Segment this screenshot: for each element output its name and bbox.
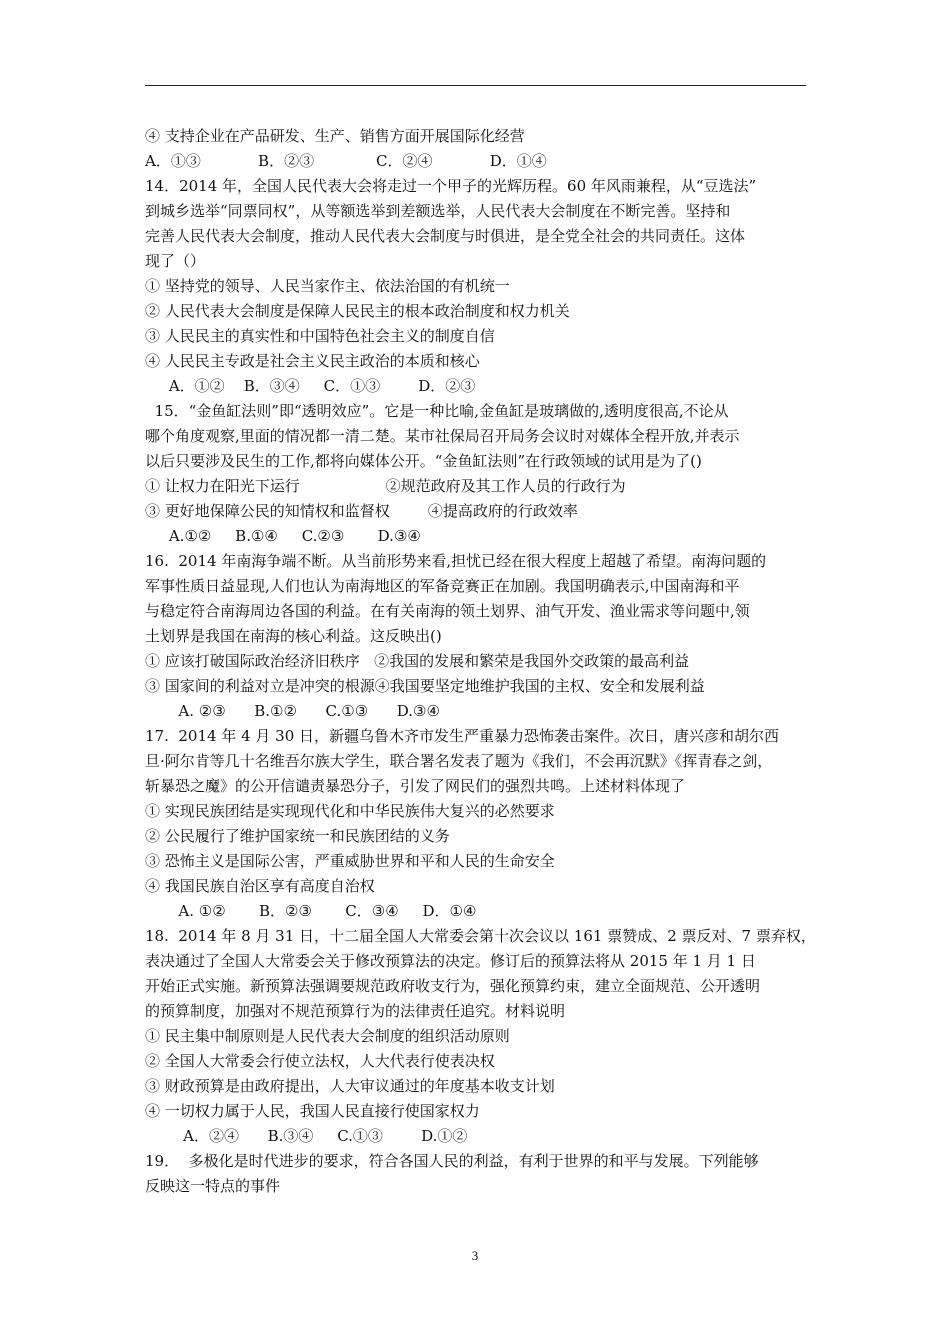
text-line: 到城乡选举“同票同权”，从等额选举到差额选举，人民代表大会制度在不断完善。坚持和 [145, 202, 731, 220]
text-line: 现了（） [145, 252, 206, 270]
text-line: 土划界是我国在南海的核心利益。这反映出() [145, 627, 442, 645]
question-14-stem: 14．2014 年，全国人民代表大会将走过一个甲子的光辉历程。60 年风雨兼程，从“豆选法” [145, 177, 757, 195]
text-line: 以后只要涉及民生的工作,都将向媒体公开。“金鱼缸法则”在行政领域的试用是为了() [145, 452, 702, 470]
text-line: 开始正式实施。新预算法强调要规范政府收支行为，强化预算约束，建立全面规范、公开透明 [145, 977, 761, 995]
answer-options: A．①③ B．②③ C．②④ D．①④ [145, 152, 547, 170]
text-line: 斩暴恐之魔》的公开信谴责暴恐分子，引发了网民们的强烈共鸣。上述材料体现了 [145, 777, 686, 795]
document-body [145, 124, 815, 1199]
answer-options: A. ②③ B.①② C.①③ D.③④ [145, 702, 440, 720]
text-line: ② 全国人大常委会行使立法权，人大代表行使表决权 [145, 1052, 495, 1070]
text-line: ③ 财政预算是由政府提出，人大审议通过的年度基本收支计划 [145, 1077, 555, 1095]
question-17-stem: 17. 2014 年 4 月 30 日，新疆乌鲁木齐市发生严重暴力恐怖袭击案件。次日，唐兴彦和胡尔西 [145, 727, 780, 745]
question-16-stem: 16. 2014 年南海争端不断。从当前形势来看,担忧已经在很大程度上超越了希望。南海问题的 [145, 552, 767, 570]
text-line: 完善人民代表大会制度，推动人民代表大会制度与时俱进，是全党全社会的共同责任。这体 [145, 227, 746, 245]
text-line: ① 让权力在阳光下运行 ②规范政府及其工作人员的行政行为 [145, 477, 626, 495]
text-line: ③ 恐怖主义是国际公害，严重威胁世界和平和人民的生命安全 [145, 852, 555, 870]
text-line: ② 公民履行了维护国家统一和民族团结的义务 [145, 827, 450, 845]
text-line: ③ 国家间的利益对立是冲突的根源④我国要坚定地维护我国的主权、安全和发展利益 [145, 677, 705, 695]
answer-options: A．②④ B.③④ C.①③ D.①② [145, 1127, 468, 1145]
text-line: ① 民主集中制原则是人民代表大会制度的组织活动原则 [145, 1027, 510, 1045]
text-line: ④ 一切权力属于人民，我国人民直接行使国家权力 [145, 1102, 480, 1120]
text-line: ③ 人民民主的真实性和中国特色社会主义的制度自信 [145, 327, 495, 345]
header-rule [145, 85, 806, 86]
answer-options: A.①② B.①④ C.②③ D.③④ [145, 527, 421, 545]
text-line: 旦·阿尔肯等几十名维吾尔族大学生，联合署名发表了题为《我们，不会再沉默》《挥青春之剑， [145, 752, 773, 770]
text-line: ① 实现民族团结是实现现代化和中华民族伟大复兴的必然要求 [145, 802, 555, 820]
text-line: 反映这一特点的事件 [145, 1177, 281, 1195]
answer-options: A．①② B．③④ C．①③ D．②③ [145, 377, 476, 395]
question-15-stem: 15．“金鱼缸法则”即“透明效应”。它是一种比喻,金鱼缸是玻璃做的,透明度很高,不论从 [145, 402, 729, 420]
text-line: 表决通过了全国人大常委会关于修改预算法的决定。修订后的预算法将从 2015 年 1 月 1 日 [145, 952, 756, 970]
question-18-stem: 18. 2014 年 8 月 31 日，十二届全国人大常委会第十次会议以 161 票赞成、2 票反对、7 票弃权， [145, 927, 816, 945]
text-line: ① 坚持党的领导、人民当家作主、依法治国的有机统一 [145, 277, 510, 295]
text-line: ④ 人民民主专政是社会主义民主政治的本质和核心 [145, 352, 480, 370]
text-line: ④ 我国民族自治区享有高度自治权 [145, 877, 375, 895]
page-number: 3 [471, 1248, 479, 1263]
text-line: 军事性质日益显现,人们也认为南海地区的军备竞赛正在加剧。我国明确表示,中国南海和平 [145, 577, 740, 595]
text-line: 的预算制度，加强对不规范预算行为的法律责任追究。材料说明 [145, 1002, 566, 1020]
text-line: ② 人民代表大会制度是保障人民民主的根本政治制度和权力机关 [145, 302, 570, 320]
text-line: ③ 更好地保障公民的知情权和监督权 ④提高政府的行政效率 [145, 502, 578, 520]
answer-options: A. ①② B．②③ C．③④ D．①④ [145, 902, 477, 920]
text-line: ④ 支持企业在产品研发、生产、销售方面开展国际化经营 [145, 127, 525, 145]
question-19-stem: 19． 多极化是时代进步的要求，符合各国人民的利益，有利于世界的和平与发展。下列能够 [145, 1152, 759, 1170]
text-line: 哪个角度观察,里面的情况都一清二楚。某市社保局召开局务会议时对媒体全程开放,并表示 [145, 427, 740, 445]
text-line: 与稳定符合南海周边各国的利益。在有关南海的领土划界、油气开发、渔业需求等问题中,领 [145, 602, 750, 620]
text-line: ① 应该打破国际政治经济旧秩序 ②我国的发展和繁荣是我国外交政策的最高利益 [145, 652, 690, 670]
